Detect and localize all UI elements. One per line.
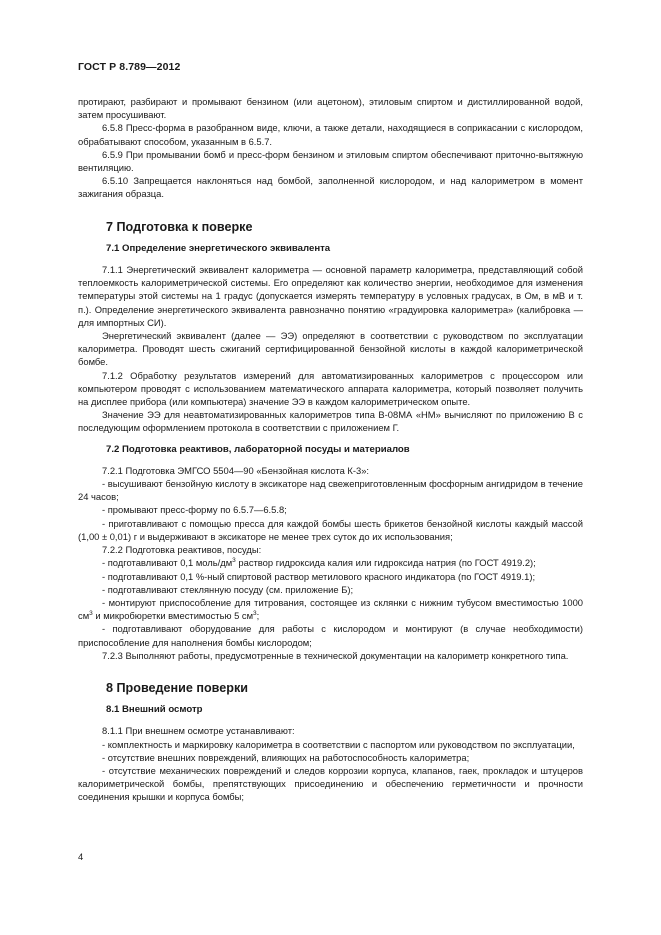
list-item	[78, 556, 583, 569]
paragraph: 6.5.8 Пресс-форма в разобранном виде, ключи, а также детали, находящиеся в соприкасании с кислородом, обрабатывают способом, указанным в 6.5.7.	[78, 122, 583, 147]
paragraph: 7.1.1 Энергетический эквивалент калориметра — основной параметр калориметра, представляющий собой теплоемкость калориметрической системы. Его определяют как количество энергии, необходимое для изменения температуры этой системы на 1 градус (допускается измерять температуру в условных градусах, в Ом, в мВ и т. п.). Определение энергетического эквивалента равнозначно понятию «градуировка калориметра» (калибровка — для импортных СИ).	[78, 264, 583, 328]
document-body	[78, 95, 583, 804]
list-item: - отсутствие внешних повреждений, влияющих на работоспособность калориметра;	[102, 751, 470, 763]
paragraph: 7.2.3 Выполняют работы, предусмотренные в технической документации на калориметр конкретного типа.	[102, 649, 569, 661]
list-item: - комплектность и маркировку калориметра в соответствии с паспортом или руководством по эксплуатации,	[102, 738, 575, 750]
subsection-heading-7-2: 7.2 Подготовка реактивов, лабораторной посуды и материалов	[106, 443, 410, 455]
list-item: - промывают пресс-форму по 6.5.7—6.5.8;	[102, 504, 287, 516]
list-item: - подготавливают оборудование для работы с кислородом и монтируют (в случае необходимости) приспособление для наполнения бомбы кислородом;	[78, 623, 583, 648]
superscript: 3	[89, 609, 93, 617]
document-header: ГОСТ Р 8.789—2012	[78, 61, 181, 73]
superscript: 3	[232, 557, 236, 565]
text-fragment: - монтируют приспособление для титрования, состоящее из склянки с нижним тубусом вместимостью 1000 см	[78, 596, 583, 622]
list-item	[78, 596, 583, 622]
section-heading-7: 7 Подготовка к поверке	[106, 219, 253, 234]
paragraph: 7.2.2 Подготовка реактивов, посуды:	[102, 544, 262, 556]
paragraph: 7.1.2 Обработку результатов измерений для автоматизированных калориметров с процессором или компьютером проводят с использованием математического аппарата калориметра, который позволяет получить на дисплее прибора (или компьютера) значение ЭЭ в каждом калориметрическом опыте.	[78, 369, 583, 408]
page-number: 4	[78, 851, 84, 862]
list-item: - приготавливают с помощью пресса для каждой бомбы шесть брикетов бензойной кислоты каждый массой (1,00 ± 0,01) г и выдерживают в эксикаторе не менее трех суток до их использования;	[78, 517, 583, 542]
paragraph: протирают, разбирают и промывают бензином (или ацетоном), этиловым спиртом и дистиллированной водой, затем просушивают.	[78, 96, 583, 121]
subsection-heading-7-1: 7.1 Определение энергетического эквивалента	[106, 242, 331, 254]
list-item: - подготавливают 0,1 %-ный спиртовой раствор метилового красного индикатора (по ГОСТ 4919.1);	[102, 570, 536, 582]
list-item: - подготавливают стеклянную посуду (см. приложение Б);	[102, 583, 354, 595]
text-fragment: раствор гидроксида калия или гидроксида натрия (по ГОСТ 4919.2);	[235, 557, 536, 569]
paragraph: Значение ЭЭ для неавтоматизированных калориметров типа В-08МА «НМ» вычисляют по приложению В с последующим оформлением протокола в соответствии с приложением Г.	[78, 409, 583, 434]
list-item: - отсутствие механических повреждений и следов коррозии корпуса, клапанов, гаек, прокладок и штуцеров калориметрической бомбы, препятствующих присоединению и обеспечению герметичности и прочности соединения крышки и корпуса бомбы;	[78, 764, 583, 803]
paragraph: 8.1.1 При внешнем осмотре устанавливают:	[102, 725, 295, 737]
section-heading-8: 8 Проведение поверки	[106, 680, 248, 695]
paragraph: 6.5.9 При промывании бомб и пресс-форм бензином и этиловым спиртом обеспечивают приточно-вытяжную вентиляцию.	[78, 148, 583, 174]
subsection-heading-8-1: 8.1 Внешний осмотр	[106, 704, 203, 716]
paragraph: 7.2.1 Подготовка ЭМГСО 5504—90 «Бензойная кислота К-3»:	[102, 464, 370, 476]
superscript: 3	[253, 609, 257, 617]
text-fragment: ;	[256, 610, 260, 622]
paragraph: Энергетический эквивалент (далее — ЭЭ) определяют в соответствии с руководством по эксплуатации калориметра. Проводят шесть сжиганий сертифицированной бензойной кислоты в каждой калориметрической бомбе.	[78, 330, 583, 368]
paragraph: 6.5.10 Запрещается наклоняться над бомбой, заполненной кислородом, и над калориметром в момент зажигания образца.	[78, 175, 583, 200]
text-fragment: и микробюретки вместимостью 5 см	[92, 610, 254, 622]
list-item: - высушивают бензойную кислоту в эксикаторе над свежеприготовленным фосфорным ангидридом в течение 24 часов;	[78, 478, 583, 503]
text-fragment: - подготавливают 0,1 моль/дм	[102, 557, 233, 569]
